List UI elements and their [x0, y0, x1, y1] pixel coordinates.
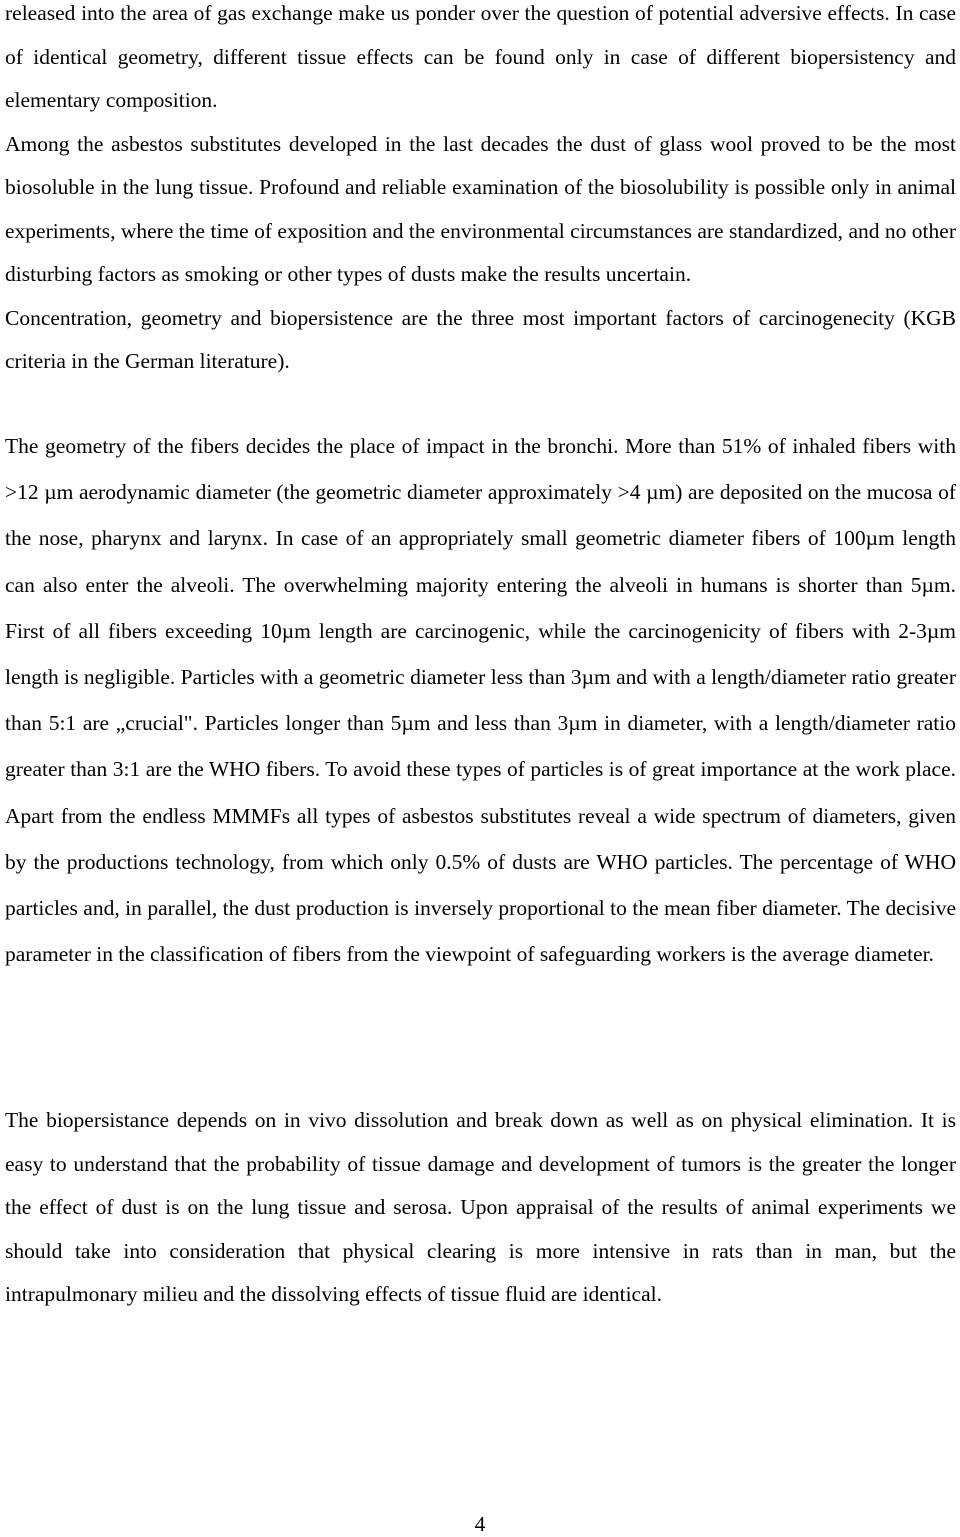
page-number: 4	[474, 1512, 486, 1536]
paragraph-5: The biopersistance depends on in vivo dissolution and break down as well as on physical elimination. It is easy to understand that the probability of tissue damage and development of tumors is the greater the longer the effect of dust is on the lung tissue and serosa. Upon appraisal of the results of animal experiments we should take into consideration that physical clearing is more intensive in rats than in man, but the intrapulmonary milieu and the dissolving effects of tissue fluid are identical.	[5, 1108, 956, 1306]
paragraph-2: Among the asbestos substitutes developed in the last decades the dust of glass wool proved to be the most biosoluble in the lung tissue. Profound and reliable examination of the biosolubility is possible only in animal experiments, where the time of exposition and the environmental circumstances are standardized, and no other disturbing factors as smoking or other types of dusts make the results uncertain.	[5, 131, 956, 286]
text-block-3	[5, 1099, 956, 1317]
paragraph-3: Concentration, geometry and biopersistence are the three most important factors of carcinogenecity (KGB criteria in the German literature).	[5, 305, 956, 373]
paragraph-4: The geometry of the fibers decides the place of impact in the bronchi. More than 51% of inhaled fibers with >12 µm aerodynamic diameter (the geometric diameter approximately >4 µm) are deposited on the mucosa of the nose, pharynx and larynx. In case of an appropriately small geometric diameter fibers of 100µm length can also enter the alveoli. The overwhelming majority entering the alveoli in humans is shorter than 5µm. First of all fibers exceeding 10µm length are carcinogenic, while the carcinogenicity of fibers with 2-3µm length is negligible. Particles with a geometric diameter less than 3µm and with a length/diameter ratio greater than 5:1 are „crucial". Particles longer than 5µm and less than 3µm in diameter, with a length/diameter ratio greater than 3:1 are the WHO fibers. To avoid these types of particles is of great importance at the work place. Apart from the endless MMMFs all types of asbestos substitutes reveal a wide spectrum of diameters, given by the productions technology, from which only 0.5% of dusts are WHO particles. The percentage of WHO particles and, in parallel, the dust production is inversely proportional to the mean fiber diameter. The decisive parameter in the classification of fibers from the viewpoint of safeguarding workers is the average diameter.	[5, 434, 956, 967]
paragraph-1: released into the area of gas exchange make us ponder over the question of potential adversive effects. In case of identical geometry, different tissue effects can be found only in case of different biopersistency and elementary composition.	[5, 1, 956, 112]
text-block-1	[5, 0, 956, 384]
text-block-2	[5, 423, 956, 977]
